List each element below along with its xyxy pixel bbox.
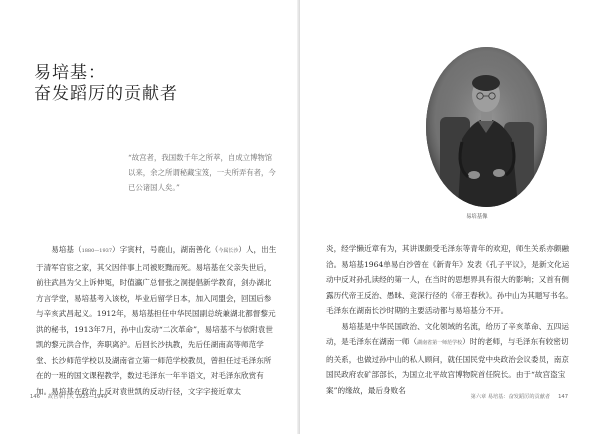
chapter-title xyxy=(34,63,178,105)
epigraph: “故宫者，我国数千年之所萃，自成立博物馆以来，余之所谓秘藏宝笈，一夫所弄有者，今已公诸国人矣。” xyxy=(128,153,276,192)
text-run: ）人，出生于清军官宦之家，其父因伴事上司被贬黜而死。易培基在父亲失世后，前往武昌为父上诉伸冤，时值瀛广总督张之洞提倡新学教育，剑办湖北方言学堂，易培基考入该校，毕业后留学日本，加入同盟会，回国后参与辛亥武昌起义。1912年，易培基担任中华民国副总统兼湖北都督黎元洪的秘书，1913年7月，孙中山发动“二次革命”，易培基不与依附袁世凯的黎元洪合作，奔职离沪。后回长沙执教，先后任湖南高等师范学堂、长沙师范学校以及湖南省立第一师范学校教员，曾担任过毛泽东所在的一班的国文课程教学，数过毛泽东一年半语文，对毛泽东欣赏有加。易培基在政治上反对袁世凯的反动行径，文字字接近章太 xyxy=(36,245,277,396)
text-run: ）字寅村，号鹿山，湖南善化（ xyxy=(112,245,219,254)
title-line-1: 易培基： xyxy=(34,63,106,83)
inline-note: 今属长沙 xyxy=(218,248,239,254)
text-run: 易培基（ xyxy=(51,245,82,254)
text-run: ）时的老师，与毛泽东有较密切的关系，也做过孙中山的私人顾问，就任国民党中央政治会议委员，南京国民政府农矿部部长，为国立北平故宫博物院首任院长。由于“故宫盗宝案”的缘故，最后身败名 xyxy=(326,337,569,395)
life-dates: 1880—1937 xyxy=(81,248,113,254)
page-number: 147 xyxy=(558,394,568,400)
photo-caption: 易培基像 xyxy=(466,214,488,220)
inline-note: 湖南省第一师范学校 xyxy=(417,340,463,346)
portrait-photo xyxy=(426,47,547,207)
left-body-text xyxy=(36,242,278,399)
right-paragraph-2 xyxy=(326,319,574,399)
title-line-2: 奋发蹈厉的贡献者 xyxy=(34,84,178,104)
running-title: 第六章 易培基：奋发蹈厉的贡献者 xyxy=(470,394,551,400)
running-title: 故宫掌门人 1925—1949 xyxy=(47,394,108,400)
right-footer xyxy=(471,393,568,400)
text-run: 易培基是中华民国政治、文化领域的名流，给历了辛亥革命、五四运动，是毛泽东在湖南一师（ xyxy=(326,321,569,346)
right-paragraph-1: 炎，经学懒近章有为，其讲课颇受毛泽东等青年的欢迎，师生关系亦颇融洽。易培基1964单易白沙曾在《新青年》发表《孔子平议》，是新文化运动中反对孙孔读经的第一人，在当时的思想界具有很大的影响；又首有侧露历代帝王反治、愚昧、竞深行径的《帝王春秋》。孙中山为其题写书名。毛泽东在湖南长沙时期的主要活动都与易培基分不开。 xyxy=(326,244,573,315)
left-footer xyxy=(30,393,107,400)
right-body-text xyxy=(326,241,574,398)
page-number: 146 xyxy=(30,394,40,400)
left-paragraph-1 xyxy=(36,242,278,399)
